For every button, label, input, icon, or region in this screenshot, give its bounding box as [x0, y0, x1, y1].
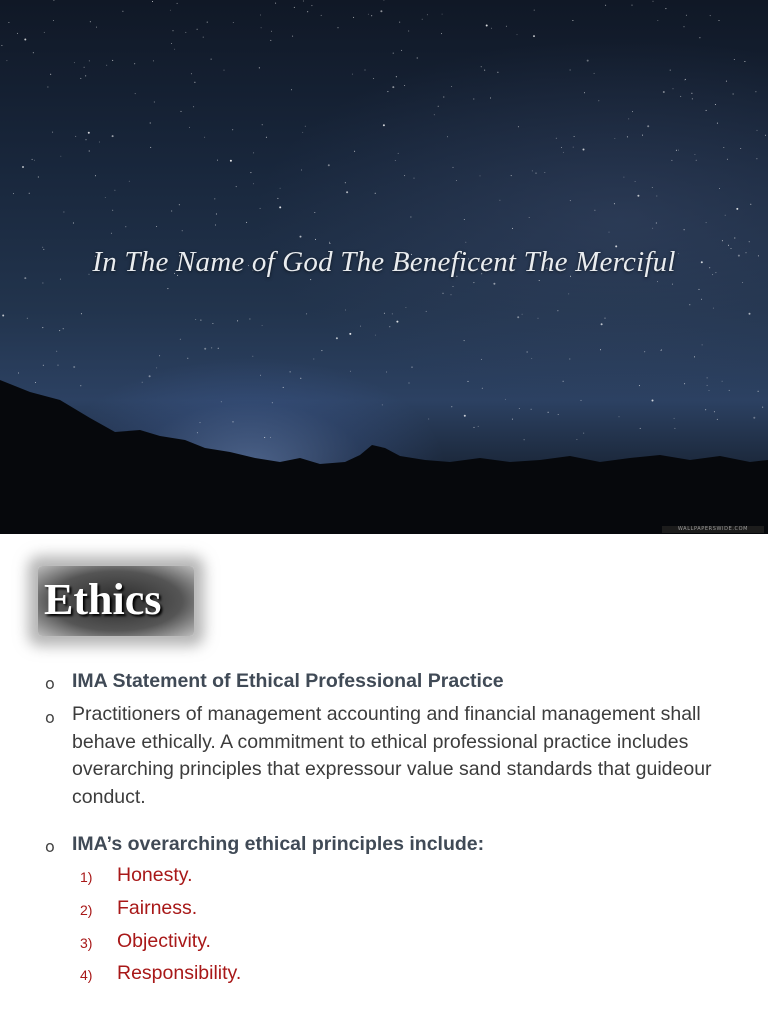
principle-responsibility: Responsibility. [117, 962, 242, 984]
point-1-text: IMA Statement of Ethical Professional Practice [72, 670, 504, 692]
principle-objectivity: Objectivity. [117, 930, 211, 952]
principle-fairness: Fairness. [117, 897, 198, 919]
slide-title: In The Name of God The Beneficent The Merciful [92, 246, 676, 278]
slide-heading: Ethics [44, 575, 162, 624]
bullet-icon: o [45, 708, 55, 727]
point-2-text: Practitioners of management accounting and financial management shall behave ethically. A commitment to ethical professional practice includes overarching principles that expressour value sand standards that guideour conduct. [72, 703, 712, 808]
bullet-icon: o [45, 674, 55, 693]
principle-number: 4) [80, 967, 93, 983]
watermark: WALLPAPERSWIDE.COM [662, 526, 764, 533]
principle-number: 3) [80, 935, 93, 951]
bullet-icon: o [45, 837, 55, 856]
principle-honesty: Honesty. [117, 864, 193, 886]
principle-number: 2) [80, 902, 93, 918]
principle-number: 1) [80, 869, 93, 885]
point-3-text: IMA’s overarching ethical principles include: [72, 833, 485, 855]
mountain-silhouette [0, 380, 768, 534]
ethics-slide [0, 534, 768, 1024]
